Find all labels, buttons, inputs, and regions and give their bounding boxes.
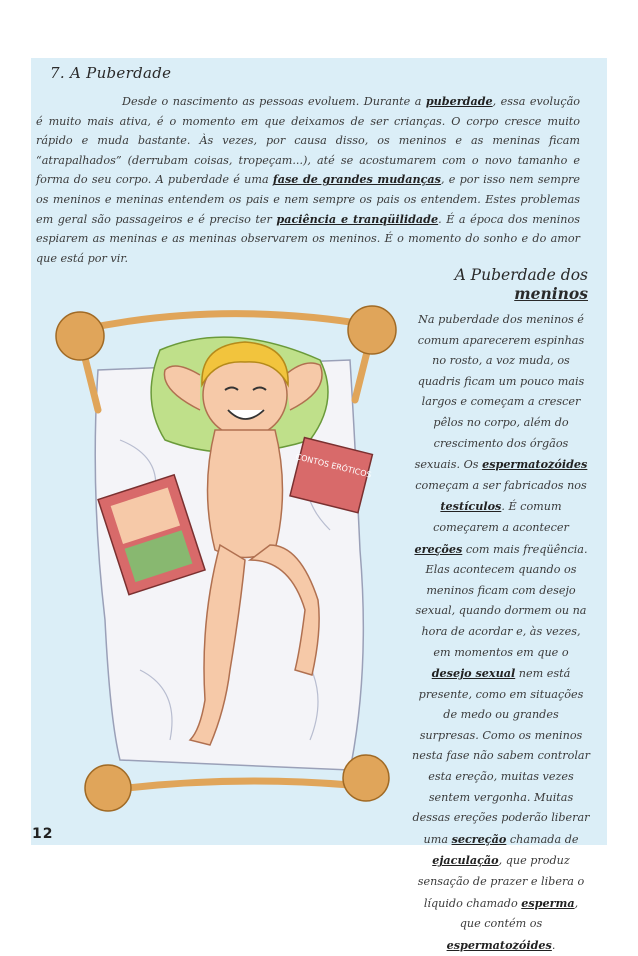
intro-text: . É a época dos meninos espiarem as meninas e as meninas observarem os meninos. É o momento do sonho e do amor que está por vir.	[36, 212, 580, 265]
side-paragraph	[412, 310, 590, 956]
bed-knob	[348, 306, 396, 354]
highlight-term: espermatozóides	[482, 457, 588, 472]
intro-text: , essa evolução é muito mais ativa, é o momento em que deixamos de ser crianças. O corpo cresce muito rápido e muda bastante. Às vezes, por causa disso, os meninos e as meninas ficam “atrapalhados” (derrubam coisas, tropeçam...), até se acostumarem com o novo tamanho e forma do seu corpo. A puberdade é uma	[36, 95, 580, 187]
body-text: . É comum começarem a acontecer	[433, 500, 569, 534]
page-number: 12	[32, 826, 54, 842]
section-title: 7. A Puberdade	[50, 64, 172, 82]
body-text: com mais freqüência. Elas acontecem quando os meninos ficam com desejo sexual, quando dormem ou na hora de acordar e, às vezes, em momentos em que o	[415, 542, 588, 659]
book-title: CONTOS ERÓTICOS	[294, 452, 373, 480]
subtitle-highlight: meninos	[514, 284, 588, 303]
intro-text: , e por isso nem sempre os meninos e meninas entendem os pais e nem sempre os pais os entendem. Estes problemas em geral são passageiros e é preciso ter	[36, 173, 580, 226]
bed-knob	[56, 312, 104, 360]
highlight-term: ereções	[414, 541, 463, 556]
body-text: começam a ser fabricados nos	[415, 478, 587, 492]
intro-paragraph	[36, 92, 580, 268]
highlight-term: espermatozóides	[446, 937, 552, 952]
highlight-term: esperma	[521, 895, 575, 910]
body-text: , que contém os	[459, 896, 579, 931]
body-text: chamada de	[506, 832, 579, 846]
body-text: nem está presente, como em situações de medo ou grandes surpresas. Como os meninos nesta fase não sabem controlar esta ereção, muitas vezes sentem vergonha. Muitas dessas ereções poderão liberar uma	[412, 667, 590, 846]
bed-knob	[85, 765, 131, 811]
highlight-term: ejaculação	[432, 853, 499, 868]
boy-in-bed-illustration	[50, 290, 410, 820]
torso	[208, 430, 283, 558]
highlight-term: puberdade	[425, 94, 493, 108]
highlight-term: fase de grandes mudanças	[272, 172, 441, 187]
body-text: .	[551, 938, 556, 952]
bed-knob	[343, 755, 389, 801]
highlight-term: secreção	[451, 831, 507, 846]
intro-text: Desde o nascimento as pessoas evoluem. Durante a	[122, 95, 426, 108]
subtitle-prefix: A Puberdade dos	[454, 266, 588, 284]
body-text: , que produz sensação de prazer e libera o líquido chamado	[417, 854, 585, 910]
highlight-term: paciência e tranqüilidade	[276, 211, 439, 226]
highlight-term: testículos	[440, 499, 502, 514]
footboard-rail	[110, 781, 350, 790]
subsection-title	[388, 266, 588, 303]
body-text: Na puberdade dos meninos é comum aparecerem espinhas no rosto, a voz muda, os quadris ficam um pouco mais largos e começam a crescer pêlos no corpo, além do crescimento dos órgãos sexuais. Os	[414, 313, 585, 472]
headboard-rail	[80, 314, 370, 330]
highlight-term: desejo sexual	[431, 666, 516, 681]
